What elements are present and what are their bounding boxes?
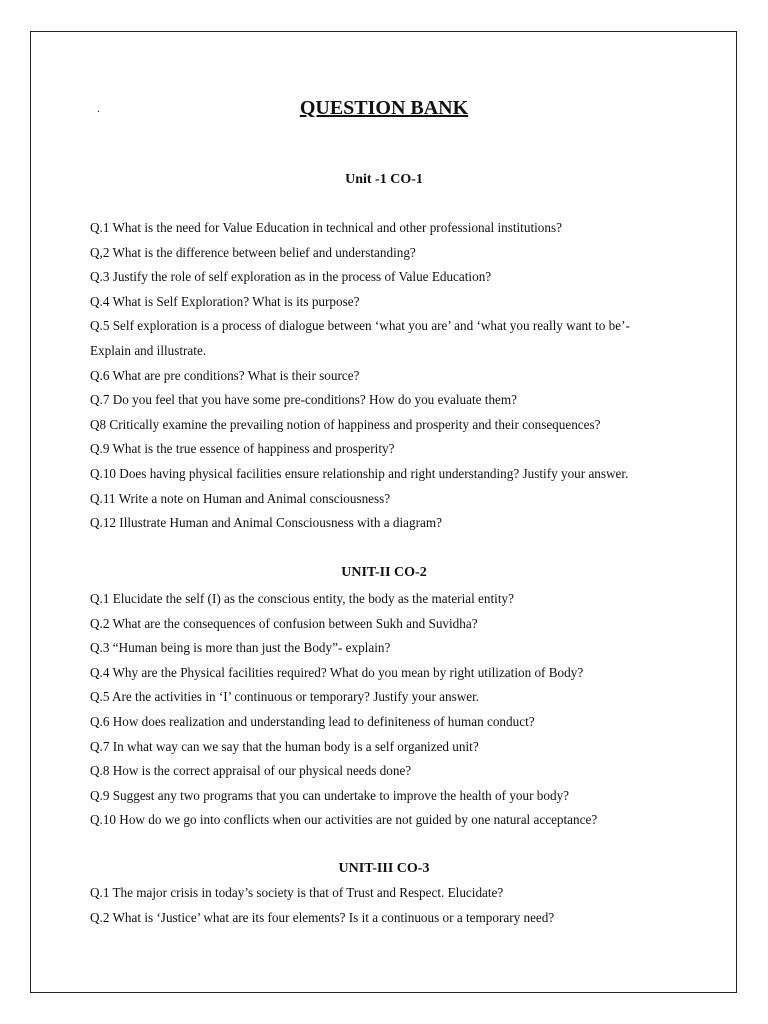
unit-3-question-1: Q.1 The major crisis in today’s society is that of Trust and Respect. Elucidate? — [90, 885, 504, 900]
unit-1-question-9: Q.9 What is the true essence of happiness and prosperity? — [90, 441, 395, 457]
unit-1-question-4: Q.4 What is Self Exploration? What is its purpose? — [90, 293, 360, 309]
unit-1-question-6: Q.6 What are pre conditions? What is their source? — [90, 367, 360, 383]
unit-2-question-4: Q.4 Why are the Physical facilities required? What do you mean by right utilization of Body? — [90, 664, 584, 680]
unit-2-question-list — [90, 587, 646, 833]
unit-1-question-8: Q8 Critically examine the prevailing notion of happiness and prosperity and their consequences? — [90, 416, 601, 432]
unit-2-question-5: Q.5 Are the activities in ‘I’ continuous or temporary? Justify your answer. — [90, 689, 480, 705]
unit-2-question-2: Q.2 What are the consequences of confusion between Sukh and Suvidha? — [90, 615, 478, 631]
unit-2-question-7: Q.7 In what way can we say that the human body is a self organized unit? — [90, 738, 479, 754]
unit-1-question-7: Q.7 Do you feel that you have some pre-conditions? How do you evaluate them? — [90, 392, 518, 408]
unit-1-question-list — [90, 216, 646, 536]
unit-1-question-5: Q.5 Self exploration is a process of dialogue between ‘what you are’ and ‘what you really want to be’- Explain and illustrate. — [90, 318, 630, 358]
unit-1-question-1: Q.1 What is the need for Value Education in technical and other professional institutions? — [90, 220, 562, 235]
unit-2-question-1: Q.1 Elucidate the self (I) as the conscious entity, the body as the material entity? — [90, 591, 514, 606]
unit-1-question-11: Q.11 Write a note on Human and Animal consciousness? — [90, 490, 391, 506]
unit-1-question-10: Q.10 Does having physical facilities ensure relationship and right understanding? Justify your answer. — [90, 465, 629, 481]
unit-1-question-3: Q.3 Justify the role of self exploration as in the process of Value Education? — [90, 269, 492, 285]
stray-dot-mark: . — [97, 101, 100, 115]
unit-2-question-8: Q.8 How is the correct appraisal of our physical needs done? — [90, 763, 412, 779]
unit-3-heading: UNIT-III CO-3 — [338, 861, 430, 876]
unit-3-question-2: Q.2 What is ‘Justice’ what are its four elements? Is it a continuous or a temporary need? — [90, 909, 555, 925]
unit-2-heading: UNIT-II CO-2 — [341, 565, 427, 580]
unit-2-question-10: Q.10 How do we go into conflicts when our activities are not guided by one natural acceptance? — [90, 812, 598, 828]
unit-1-question-12: Q.12 Illustrate Human and Animal Consciousness with a diagram? — [90, 515, 442, 531]
unit-3-question-list — [90, 881, 646, 930]
unit-2-question-3: Q.3 “Human being is more than just the Body”- explain? — [90, 640, 391, 656]
document-title: QUESTION BANK — [299, 97, 469, 119]
unit-1-question-2: Q,2 What is the difference between belief and understanding? — [90, 244, 416, 260]
unit-1-heading: Unit -1 CO-1 — [345, 172, 423, 187]
unit-2-question-6: Q.6 How does realization and understanding lead to definiteness of human conduct? — [90, 713, 535, 729]
unit-2-question-9: Q.9 Suggest any two programs that you can undertake to improve the health of your body? — [90, 787, 570, 803]
